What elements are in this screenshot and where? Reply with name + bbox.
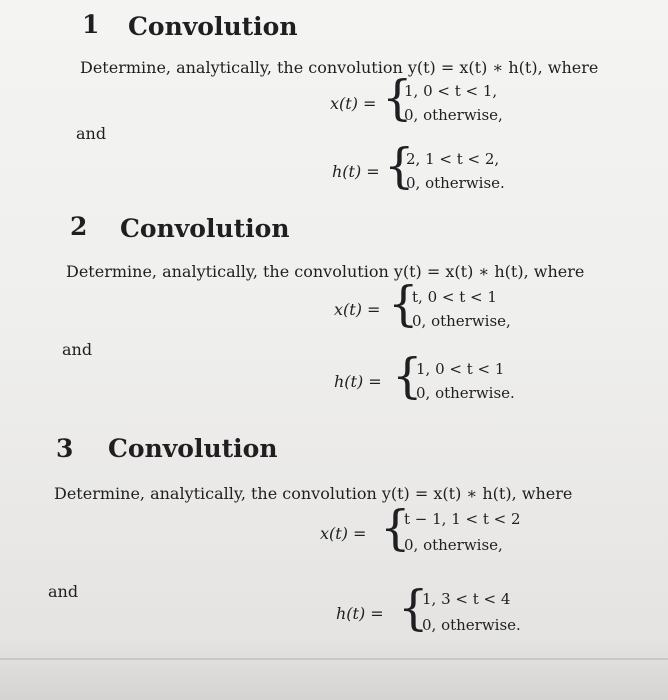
section-1-and: and (76, 124, 107, 143)
section-2-number: 2 (70, 212, 88, 241)
section-3-title: Convolution (108, 434, 278, 463)
section-1-title: Convolution (128, 12, 298, 41)
section-1-h-case-2: 0, otherwise. (406, 174, 505, 192)
section-2-h-case-1: 1, 0 < t < 1 (416, 360, 505, 378)
section-3-x-brace: { (380, 500, 411, 556)
section-2-h-case-2: 0, otherwise. (416, 384, 515, 402)
bottom-shadow (0, 640, 668, 700)
section-2-x-case-2: 0, otherwise, (412, 312, 511, 330)
section-2-and: and (62, 340, 93, 359)
section-3-x-case-1: t − 1, 1 < t < 2 (404, 510, 521, 528)
section-2-h-brace: { (392, 348, 423, 404)
section-3-x-case-2: 0, otherwise, (404, 536, 503, 554)
section-2-h-label: h(t) = (334, 372, 382, 391)
section-3-and: and (48, 582, 79, 601)
section-2-x-brace: { (388, 276, 419, 332)
section-1-x-case-2: 0, otherwise, (404, 106, 503, 124)
section-1-x-case-1: 1, 0 < t < 1, (404, 82, 498, 100)
section-2-statement: Determine, analytically, the convolution y(t) = x(t) ∗ h(t), where (66, 262, 585, 281)
section-3-x-label: x(t) = (320, 524, 367, 543)
section-1-h-case-1: 2, 1 < t < 2, (406, 150, 500, 168)
section-1-h-label: h(t) = (332, 162, 380, 181)
section-2-x-label: x(t) = (334, 300, 381, 319)
section-3-statement: Determine, analytically, the convolution y(t) = x(t) ∗ h(t), where (54, 484, 573, 503)
section-1-h-brace: { (384, 138, 415, 194)
section-3-h-brace: { (398, 580, 429, 636)
section-2-title: Convolution (120, 214, 290, 243)
section-1-number: 1 (82, 10, 100, 39)
section-3-h-case-1: 1, 3 < t < 4 (422, 590, 511, 608)
section-1-x-label: x(t) = (330, 94, 377, 113)
section-1-x-brace: { (382, 70, 413, 126)
section-3-h-case-2: 0, otherwise. (422, 616, 521, 634)
section-3-number: 3 (56, 434, 74, 463)
section-1-statement: Determine, analytically, the convolution y(t) = x(t) ∗ h(t), where (80, 58, 599, 77)
page-bottom-edge (0, 658, 668, 660)
section-3-h-label: h(t) = (336, 604, 384, 623)
section-2-x-case-1: t, 0 < t < 1 (412, 288, 497, 306)
